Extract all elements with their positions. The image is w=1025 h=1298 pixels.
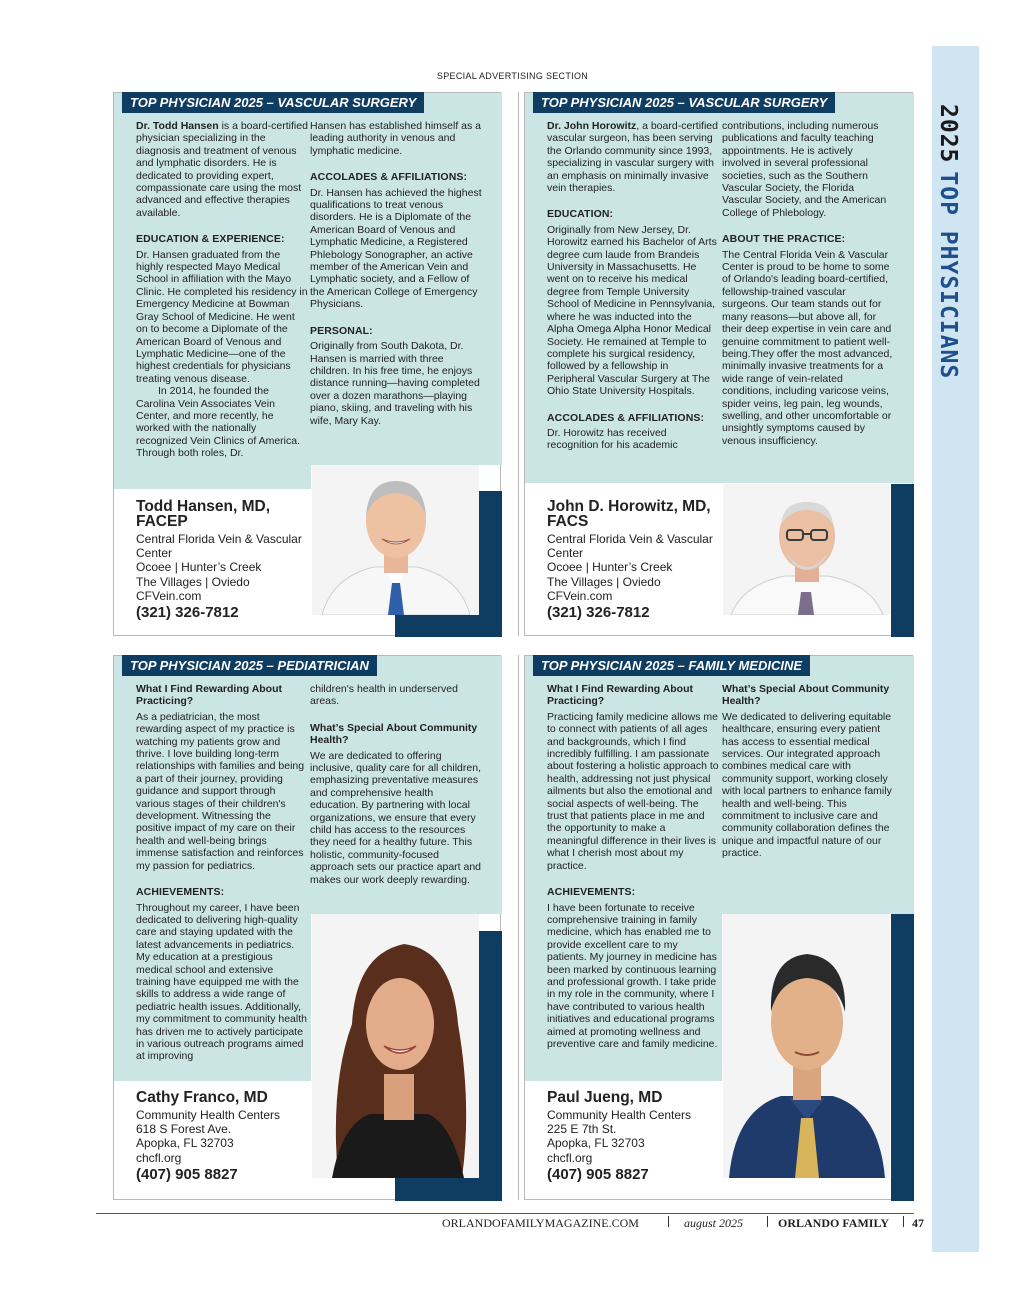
footer-separator xyxy=(767,1216,768,1227)
physician-photo xyxy=(723,484,890,615)
address-line: 618 S Forest Ave. xyxy=(136,1122,232,1137)
paragraph: Dr. Horowitz has received recognition for his academic xyxy=(547,426,678,452)
card-column-right xyxy=(310,683,484,886)
paragraph: As a pediatrician, the most rewarding aspect of my practice is watching my patients grow and thrive. I love building long-term relationships with families and being a part of their journey, providing guidance and support through various stages of their children's development. Witnessing the positive impact of my care on their health and well-being brings immense satisfaction and reinforces my passion for pediatrics. xyxy=(136,710,305,872)
vertical-title xyxy=(931,100,971,420)
card-horowitz xyxy=(524,92,913,636)
contact-block xyxy=(547,499,717,620)
card-column-left xyxy=(547,683,719,1050)
page-footer xyxy=(440,1216,930,1232)
card-banner: TOP PHYSICIAN 2025 – PEDIATRICIAN xyxy=(122,655,377,676)
website-link[interactable]: chcfl.org xyxy=(136,1150,182,1165)
card-column-left xyxy=(136,683,308,1063)
card-banner: TOP PHYSICIAN 2025 – VASCULAR SURGERY xyxy=(122,92,424,113)
section-heading: ACHIEVEMENTS: xyxy=(136,886,225,899)
phone-number[interactable]: (321) 326-7812 xyxy=(136,604,239,622)
section-heading: ACCOLADES & AFFILIATIONS: xyxy=(310,171,468,184)
section-heading: PERSONAL: xyxy=(310,324,373,337)
card-hansen xyxy=(113,92,501,636)
question-heading: What’s Special About Community Health? xyxy=(722,683,890,708)
vertical-title-text: TOP PHYSICIANS xyxy=(935,171,961,380)
practice-name: Central Florida Vein & Vascular Center xyxy=(136,532,302,561)
footer-separator xyxy=(903,1216,904,1227)
card-column-right xyxy=(722,120,894,447)
card-column-left xyxy=(136,120,308,460)
footer-issue: august 2025 xyxy=(684,1216,744,1230)
footer-site[interactable]: ORLANDOFAMILYMAGAZINE.COM xyxy=(442,1216,639,1230)
intro-text: is a board-certified physician specializing in the diagnosis and treatment of venous and lymphatic disorders. He is dedicated to providing expert, compassionate care using the most advanced and effective therapies available. xyxy=(136,120,308,219)
paragraph: Dr. Hansen has achieved the highest qualifications to treat venous disorders. He is a Diplomate of the American Board of Venous and Lymphatic Medicine, a Registered Phlebology Sonographer, an active member of the American Vein and Lymphatic society, and a Fellow of the American College of Emergency Physicians. xyxy=(310,186,482,311)
intro-name: Dr. Todd Hansen xyxy=(136,120,219,132)
paragraph: We dedicated to delivering equitable healthcare, ensuring every patient has access to essential medical services. Our integrated approach combines medical care with community support, working closely with local partners to enhance family health and well-being. This commitment to inclusive care and community collaboration defines the unique and impactful nature of our practice. xyxy=(722,710,892,860)
card-column-right xyxy=(310,120,484,427)
intro-name: Dr. John Horowitz xyxy=(547,120,637,132)
physician-photo xyxy=(723,914,890,1178)
page-number: 47 xyxy=(912,1216,924,1230)
address-line: Apopka, FL 32703 xyxy=(136,1136,234,1151)
question-heading: What I Find Rewarding About Practicing? xyxy=(136,683,283,708)
paragraph: Throughout my career, I have been dedicated to delivering high-quality care and staying updated with the latest advancements in pediatrics. My education at a prestigious medical school and extensive training have equipped me with the skills to address a wide range of pediatric health issues. Additionally, my commitment to community health has driven me to actively participate in various outreach programs aimed at improving xyxy=(136,901,307,1063)
vertical-title-year: 2025 xyxy=(935,104,961,164)
footer-separator xyxy=(668,1216,669,1227)
website-link[interactable]: CFVein.com xyxy=(136,588,202,603)
website-link[interactable]: chcfl.org xyxy=(547,1150,593,1165)
card-panel xyxy=(114,465,311,489)
section-heading: EDUCATION & EXPERIENCE: xyxy=(136,233,285,246)
card-franco xyxy=(113,655,501,1200)
paragraph: children's health in underserved areas. xyxy=(310,683,458,708)
card-column-left xyxy=(547,120,719,452)
physician-photo xyxy=(312,914,479,1178)
photo-accent-block xyxy=(891,914,914,1201)
card-banner: TOP PHYSICIAN 2025 – FAMILY MEDICINE xyxy=(533,655,810,676)
paragraph: Hansen has established himself as a leading authority in venous and lymphatic medicine. xyxy=(310,120,482,157)
address-line: Apopka, FL 32703 xyxy=(547,1136,645,1151)
paragraph: Originally from South Dakota, Dr. Hansen is married with three children. In his free time, he enjoys distance running—having completed over a dozen marathons—playing piano, skiing, and traveling with his wife, Mary Kay. xyxy=(310,340,480,427)
address-line: 225 E 7th St. xyxy=(547,1122,617,1137)
locations: Ocoee | Hunter’s Creek xyxy=(547,560,673,575)
practice-name: Community Health Centers xyxy=(136,1108,281,1122)
contact-block xyxy=(547,1090,717,1182)
column-divider xyxy=(518,655,519,1200)
locations: Ocoee | Hunter’s Creek xyxy=(136,560,262,575)
paragraph: In 2014, he founded the Carolina Vein Associates Vein Center, and more recently, he worked with the nationally recognized Vein Clinics of America. Through both roles, Dr. xyxy=(136,385,300,460)
practice-name: Community Health Centers xyxy=(547,1108,692,1122)
section-heading: ACCOLADES & AFFILIATIONS: xyxy=(547,411,705,424)
special-section-label: SPECIAL ADVERTISING SECTION xyxy=(436,71,589,81)
physician-photo xyxy=(312,465,479,615)
paragraph: We are dedicated to offering inclusive, quality care for all children, emphasizing preventative measures and comprehensive health education. By partnering with local organizations, we ensure that every child has access to the resources they need for a healthy future. This holistic, community-focused approach sets our practice apart and makes our work deeply rewarding. xyxy=(310,749,482,886)
column-divider xyxy=(518,92,519,636)
footer-rule xyxy=(96,1213,914,1214)
practice-name: Central Florida Vein & Vascular Center xyxy=(547,532,713,561)
phone-number[interactable]: (321) 326-7812 xyxy=(547,604,650,622)
card-banner: TOP PHYSICIAN 2025 – VASCULAR SURGERY xyxy=(533,92,835,113)
paragraph: Originally from New Jersey, Dr. Horowitz earned his Bachelor of Arts degree cum laude from Brandeis University in Massachusetts. He went on to receive his medical degree from Temple University School of Medicine in Pennsylvania, where he was inducted into the Alpha Omega Alpha Honor Medical Society. He remained at Temple to complete his surgical residency, followed by a fellowship in Peripheral Vascular Surgery at The Ohio State University Hospitals. xyxy=(547,223,717,398)
locations: The Villages | Oviedo xyxy=(136,574,250,589)
card-column-right xyxy=(722,683,894,860)
contact-block xyxy=(136,499,306,620)
locations: The Villages | Oviedo xyxy=(547,574,661,589)
section-heading: EDUCATION: xyxy=(547,208,614,221)
paragraph: Practicing family medicine allows me to connect with patients of all ages and backgrounds, which I find incredibly fulfilling. I am passionate about fostering a holistic approach to health, addressing not just physical ailments but also the emotional and social aspects of well-being. The trust that patients place in me and the opportunity to make a meaningful difference in their lives is what I cherish most about my practice. xyxy=(547,710,719,872)
question-heading: What I Find Rewarding About Practicing? xyxy=(547,683,694,708)
paragraph: Dr. Hansen graduated from the highly respected Mayo Medical School in affiliation with the Mayo Clinic. He completed his residency in Emergency Medicine at Bowman Gray School of Medicine. He went on to become a Diplomate of the American Board of Venous and Lymphatic Medicine—one of the highest credentials for physicians treating venous disease. xyxy=(136,248,308,385)
physician-name: Cathy Franco, MD xyxy=(136,1089,268,1106)
question-heading: What’s Special About Community Health? xyxy=(310,721,478,747)
phone-number[interactable]: (407) 905 8827 xyxy=(136,1165,238,1183)
physician-name: Paul Jueng, MD xyxy=(547,1089,663,1106)
section-heading: ABOUT THE PRACTICE: xyxy=(722,233,846,246)
card-jueng xyxy=(524,655,913,1200)
section-heading: ACHIEVEMENTS: xyxy=(547,886,636,899)
paragraph: I have been fortunate to receive comprehensive training in family medicine, which has enabled me to provide excellent care to my patients. My journey in medicine has been marked by continuous learning and professional growth. I take pride in my role in the community, where I have contributed to various health initiatives and educational programs aimed at promoting wellness and preventive care and family medicine. xyxy=(547,901,718,1050)
paragraph: The Central Florida Vein & Vascular Center is proud to be home to some of Orlando's leading board-certified, fellowship-trained vascular surgeons. Our team stands out for many reasons—but above all, for their deep expertise in vein care and genuine commitment to patient well-being.They offer the most advanced, minimally invasive treatments for a wide range of vein-related conditions, including varicose veins, spider veins, leg pain, leg wounds, swelling, and other uncomfortable or unsightly symptoms caused by venous insufficiency. xyxy=(722,248,893,447)
paragraph: contributions, including numerous publications and faculty teaching appointments. He is actively involved in several professional societies, such as the Southern Vascular Society, the Florida Vascular Society, and the American College of Phlebology. xyxy=(722,120,887,219)
intro-text: , a board-certified vascular surgeon, has been serving the Orlando community since 1993, specializing in vascular surgery with an emphasis on minimally invasive vein therapies. xyxy=(547,120,718,195)
photo-accent-block xyxy=(891,484,914,637)
contact-block xyxy=(136,1090,306,1182)
footer-magazine: ORLANDO FAMILY xyxy=(778,1216,890,1230)
physician-name: John D. Horowitz, MD, FACS xyxy=(547,498,711,530)
website-link[interactable]: CFVein.com xyxy=(547,588,613,603)
phone-number[interactable]: (407) 905 8827 xyxy=(547,1165,649,1183)
svg-text:2025TOP PHYSICIANS xyxy=(935,104,961,379)
physician-name: Todd Hansen, MD, FACEP xyxy=(136,498,271,530)
